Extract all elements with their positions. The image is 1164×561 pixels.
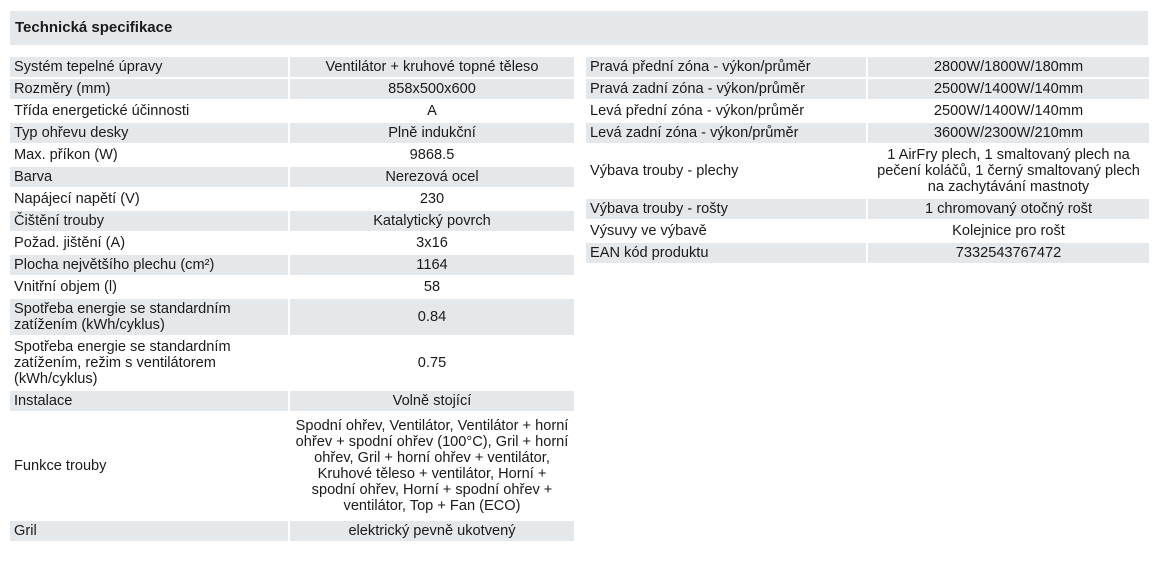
- table-row: [10, 233, 574, 253]
- table-row: [10, 277, 574, 297]
- table-row: [10, 101, 574, 121]
- spec-label: Výbava trouby - rošty: [586, 199, 866, 219]
- spec-label: Rozměry (mm): [10, 79, 288, 99]
- spec-table-left: [10, 57, 574, 543]
- spec-label: Max. příkon (W): [14, 147, 118, 163]
- table-row: [10, 337, 574, 389]
- table-row: [10, 255, 574, 275]
- spec-value: 1 AirFry plech, 1 smaltovaný plech na pečení koláčů, 1 černý smaltovaný plech na zachytávání mastnoty: [877, 147, 1140, 195]
- table-row: [10, 391, 574, 411]
- spec-value: Spodní ohřev, Ventilátor, Ventilátor + horní ohřev + spodní ohřev (100°C), Gril + horní ohřev, Gril + horní ohřev + ventilátor, Kruhové těleso + ventilátor, Horní + spodní ohřev, Horní + spodní ohřev + ventilátor, Top + Fan (ECO): [295, 418, 569, 514]
- spec-value: 3600W/2300W/210mm: [868, 123, 1149, 143]
- spec-label: Funkce trouby: [14, 458, 107, 474]
- spec-label: Vnitřní objem (l): [14, 279, 117, 295]
- spec-label: Pravá zadní zóna - výkon/průměr: [586, 79, 866, 99]
- spec-label: Barva: [10, 167, 288, 187]
- spec-value: 230: [419, 191, 445, 207]
- spec-value: Ventilátor + kruhové topné těleso: [290, 57, 574, 77]
- spec-value: 0.75: [417, 355, 447, 371]
- spec-label: Plocha největšího plechu (cm²): [10, 255, 288, 275]
- spec-label: Čištění trouby: [10, 211, 288, 231]
- spec-table-right: [586, 57, 1149, 265]
- spec-value: 858x500x600: [290, 79, 574, 99]
- spec-label: EAN kód produktu: [586, 243, 866, 263]
- spec-value: Plně indukční: [290, 123, 574, 143]
- table-row: [586, 123, 1149, 143]
- spec-value: 1164: [290, 255, 574, 275]
- spec-label: Systém tepelné úpravy: [10, 57, 288, 77]
- table-row: [10, 79, 574, 99]
- spec-label: Spotřeba energie se standardním zatížením (kWh/cyklus): [10, 299, 288, 335]
- spec-value: 58: [423, 279, 441, 295]
- table-row: [10, 57, 574, 77]
- spec-value: Volně stojící: [290, 391, 574, 411]
- spec-label: Výsuvy ve výbavě: [590, 223, 707, 239]
- table-row: [586, 145, 1149, 197]
- spec-value: 2500W/1400W/140mm: [868, 79, 1149, 99]
- spec-label: Výbava trouby - plechy: [590, 163, 739, 179]
- table-row: [586, 57, 1149, 77]
- spec-label: Typ ohřevu desky: [10, 123, 288, 143]
- spec-value: Katalytický povrch: [290, 211, 574, 231]
- spec-label: Napájecí napětí (V): [14, 191, 140, 207]
- table-row: [586, 79, 1149, 99]
- spec-value: Kolejnice pro rošt: [952, 223, 1065, 239]
- table-row: [10, 211, 574, 231]
- spec-label: Gril: [10, 521, 288, 541]
- table-row: [10, 123, 574, 143]
- spec-label: Požad. jištění (A): [14, 235, 126, 251]
- spec-value: 2500W/1400W/140mm: [933, 103, 1084, 119]
- spec-label: Levá přední zóna - výkon/průměr: [590, 103, 805, 119]
- spec-label: Instalace: [10, 391, 288, 411]
- table-row: [10, 189, 574, 209]
- table-row: [586, 243, 1149, 263]
- table-row: [10, 521, 574, 541]
- spec-value: A: [427, 103, 437, 119]
- spec-value: 2800W/1800W/180mm: [868, 57, 1149, 77]
- table-row: [586, 101, 1149, 121]
- table-row: [10, 413, 574, 519]
- table-row: [10, 145, 574, 165]
- table-row: [586, 199, 1149, 219]
- spec-value: elektrický pevně ukotvený: [290, 521, 574, 541]
- section-title: Technická specifikace: [10, 11, 1148, 45]
- table-row: [10, 299, 574, 335]
- spec-label: Pravá přední zóna - výkon/průměr: [586, 57, 866, 77]
- spec-label: Spotřeba energie se standardním zatížením, režim s ventilátorem (kWh/cyklus): [14, 339, 231, 387]
- spec-value: 0.84: [290, 299, 574, 335]
- spec-value: 1 chromovaný otočný rošt: [868, 199, 1149, 219]
- spec-label: Třída energetické účinnosti: [14, 103, 190, 119]
- spec-value: 9868.5: [409, 147, 455, 163]
- spec-value: 7332543767472: [868, 243, 1149, 263]
- table-row: [586, 221, 1149, 241]
- spec-value: 3x16: [416, 235, 448, 251]
- spec-label: Levá zadní zóna - výkon/průměr: [586, 123, 866, 143]
- table-row: [10, 167, 574, 187]
- spec-value: Nerezová ocel: [290, 167, 574, 187]
